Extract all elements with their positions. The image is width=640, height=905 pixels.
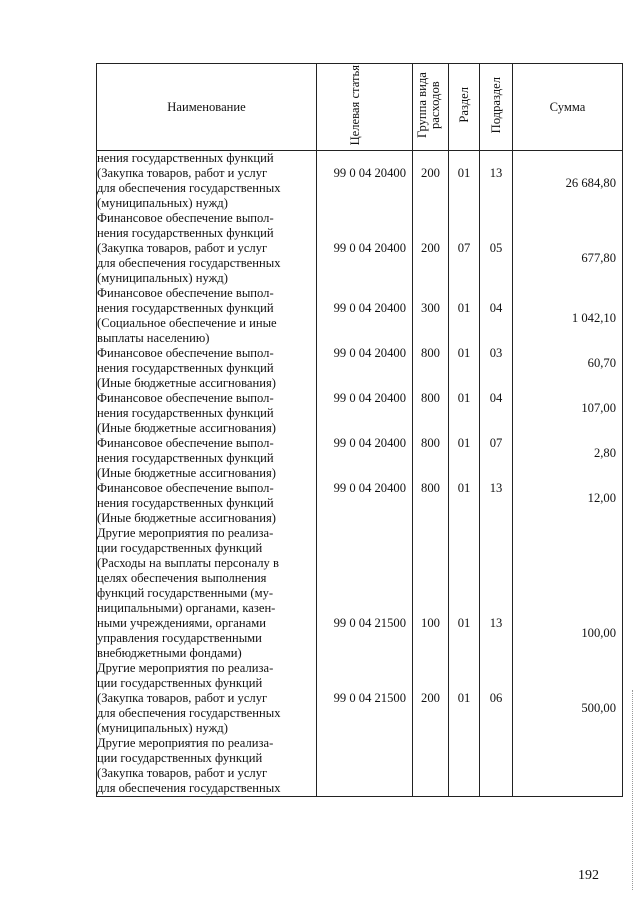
row-name-line: (муниципальных) нужд) — [97, 196, 228, 210]
row-amount-cell: 2,80 — [513, 436, 623, 481]
row-expense-group-cell: 200 — [413, 151, 449, 212]
row-name-cell — [97, 346, 317, 391]
row-section-cell: 01 — [449, 346, 480, 391]
row-section-cell: 01 — [449, 436, 480, 481]
row-subsection-cell — [480, 736, 513, 797]
row-section-cell: 01 — [449, 526, 480, 661]
row-name-line: (Иные бюджетные ассигнования) — [97, 376, 276, 390]
row-subsection-cell: 13 — [480, 151, 513, 212]
row-expense-group-cell: 800 — [413, 481, 449, 526]
row-amount-cell: 60,70 — [513, 346, 623, 391]
row-name-line: (Расходы на выплаты персоналу в — [97, 556, 279, 570]
header-name: Наименование — [97, 64, 317, 151]
row-name-cell — [97, 661, 317, 736]
row-name-line: для обеспечения государственных — [97, 781, 281, 795]
row-expense-group-cell — [413, 736, 449, 797]
row-article-cell: 99 0 04 20400 — [317, 481, 413, 526]
row-name-line: (Иные бюджетные ассигнования) — [97, 511, 276, 525]
row-expense-group-cell: 300 — [413, 286, 449, 346]
row-name-line: (Закупка товаров, работ и услуг — [97, 766, 268, 780]
row-name-line: функций государственными (му- — [97, 586, 274, 600]
row-name-line: Финансовое обеспечение выпол- — [97, 436, 274, 450]
row-name-cell — [97, 391, 317, 436]
row-name-line: целях обеспечения выполнения — [97, 571, 267, 585]
row-subsection-cell: 03 — [480, 346, 513, 391]
row-name-line: внебюджетными фондами) — [97, 646, 242, 660]
table-row — [97, 736, 623, 797]
row-name-line: нения государственных функций — [97, 496, 274, 510]
row-section-cell: 01 — [449, 481, 480, 526]
row-expense-group-cell: 100 — [413, 526, 449, 661]
scan-edge-mark — [632, 690, 635, 890]
row-name-cell — [97, 736, 317, 797]
row-name-line: нения государственных функций — [97, 226, 274, 240]
row-article-cell: 99 0 04 20400 — [317, 391, 413, 436]
row-amount-cell: 12,00 — [513, 481, 623, 526]
header-article-label: Целевая статья — [347, 64, 362, 146]
row-name-line: нения государственных функций — [97, 406, 274, 420]
row-amount-cell: 677,80 — [513, 211, 623, 286]
row-name-line: Финансовое обеспечение выпол- — [97, 211, 274, 225]
table-row — [97, 286, 623, 346]
row-expense-group-cell: 800 — [413, 436, 449, 481]
row-article-cell — [317, 736, 413, 797]
row-name-line: Финансовое обеспечение выпол- — [97, 481, 274, 495]
row-name-line: (муниципальных) нужд) — [97, 721, 228, 735]
table-row — [97, 211, 623, 286]
row-name-cell — [97, 436, 317, 481]
header-section — [449, 64, 480, 151]
budget-table — [96, 63, 623, 797]
row-subsection-cell: 05 — [480, 211, 513, 286]
table-row — [97, 526, 623, 661]
row-article-cell: 99 0 04 21500 — [317, 526, 413, 661]
header-expense-group-label: Группа вида расходов — [414, 72, 442, 138]
row-name-line: Другие мероприятия по реализа- — [97, 526, 274, 540]
row-name-line: (Закупка товаров, работ и услуг — [97, 166, 268, 180]
row-name-line: нения государственных функций — [97, 451, 274, 465]
header-subsection-label: Подраздел — [488, 76, 503, 134]
row-name-line: Финансовое обеспечение выпол- — [97, 346, 274, 360]
row-name-line: (Закупка товаров, работ и услуг — [97, 691, 268, 705]
row-article-cell: 99 0 04 20400 — [317, 286, 413, 346]
row-name-line: Финансовое обеспечение выпол- — [97, 286, 274, 300]
row-name-line: выплаты населению) — [97, 331, 210, 345]
row-amount-cell: 26 684,80 — [513, 151, 623, 212]
row-amount-cell: 1 042,10 — [513, 286, 623, 346]
row-name-line: ции государственных функций — [97, 676, 263, 690]
row-name-line: ными учреждениями, органами — [97, 616, 266, 630]
row-article-cell: 99 0 04 20400 — [317, 211, 413, 286]
row-amount-cell: 500,00 — [513, 661, 623, 736]
header-amount: Сумма — [513, 64, 623, 151]
row-name-line: (муниципальных) нужд) — [97, 271, 228, 285]
table-row — [97, 151, 623, 212]
row-name-line: для обеспечения государственных — [97, 181, 281, 195]
row-expense-group-cell: 200 — [413, 211, 449, 286]
row-name-line: ции государственных функций — [97, 751, 263, 765]
row-name-line: ции государственных функций — [97, 541, 263, 555]
row-amount-cell: 100,00 — [513, 526, 623, 661]
row-subsection-cell: 04 — [480, 391, 513, 436]
row-expense-group-cell: 800 — [413, 346, 449, 391]
header-subsection — [480, 64, 513, 151]
row-name-line: ниципальными) органами, казен- — [97, 601, 276, 615]
table-row — [97, 346, 623, 391]
row-section-cell: 01 — [449, 391, 480, 436]
row-subsection-cell: 13 — [480, 526, 513, 661]
table-row — [97, 436, 623, 481]
row-expense-group-cell: 800 — [413, 391, 449, 436]
row-subsection-cell: 06 — [480, 661, 513, 736]
row-name-line: Другие мероприятия по реализа- — [97, 736, 274, 750]
row-name-line: нения государственных функций — [97, 361, 274, 375]
row-expense-group-cell: 200 — [413, 661, 449, 736]
row-section-cell: 01 — [449, 286, 480, 346]
row-amount-cell: 107,00 — [513, 391, 623, 436]
row-amount-cell — [513, 736, 623, 797]
table-row — [97, 391, 623, 436]
row-name-line: для обеспечения государственных — [97, 256, 281, 270]
row-subsection-cell: 07 — [480, 436, 513, 481]
row-name-line: (Иные бюджетные ассигнования) — [97, 466, 276, 480]
row-name-cell — [97, 481, 317, 526]
row-article-cell: 99 0 04 21500 — [317, 661, 413, 736]
row-name-cell — [97, 526, 317, 661]
row-article-cell: 99 0 04 20400 — [317, 346, 413, 391]
header-article — [317, 64, 413, 151]
row-name-line: (Иные бюджетные ассигнования) — [97, 421, 276, 435]
table-row — [97, 481, 623, 526]
row-subsection-cell: 13 — [480, 481, 513, 526]
row-name-line: управления государственными — [97, 631, 262, 645]
row-section-cell: 07 — [449, 211, 480, 286]
header-section-label: Раздел — [456, 87, 471, 123]
row-name-line: Финансовое обеспечение выпол- — [97, 391, 274, 405]
table-body — [97, 151, 623, 797]
row-name-cell — [97, 151, 317, 212]
row-name-line: нения государственных функций — [97, 151, 274, 165]
header-expense-group — [413, 64, 449, 151]
row-name-line: Другие мероприятия по реализа- — [97, 661, 274, 675]
row-section-cell: 01 — [449, 661, 480, 736]
row-name-line: для обеспечения государственных — [97, 706, 281, 720]
row-name-cell — [97, 286, 317, 346]
row-article-cell: 99 0 04 20400 — [317, 436, 413, 481]
row-article-cell: 99 0 04 20400 — [317, 151, 413, 212]
row-name-cell — [97, 211, 317, 286]
table-row — [97, 661, 623, 736]
row-name-line: (Закупка товаров, работ и услуг — [97, 241, 268, 255]
row-name-line: нения государственных функций — [97, 301, 274, 315]
table-header-row — [97, 64, 623, 151]
page-number: 192 — [578, 868, 599, 883]
row-section-cell — [449, 736, 480, 797]
row-name-line: (Социальное обеспечение и иные — [97, 316, 277, 330]
row-subsection-cell: 04 — [480, 286, 513, 346]
row-section-cell: 01 — [449, 151, 480, 212]
